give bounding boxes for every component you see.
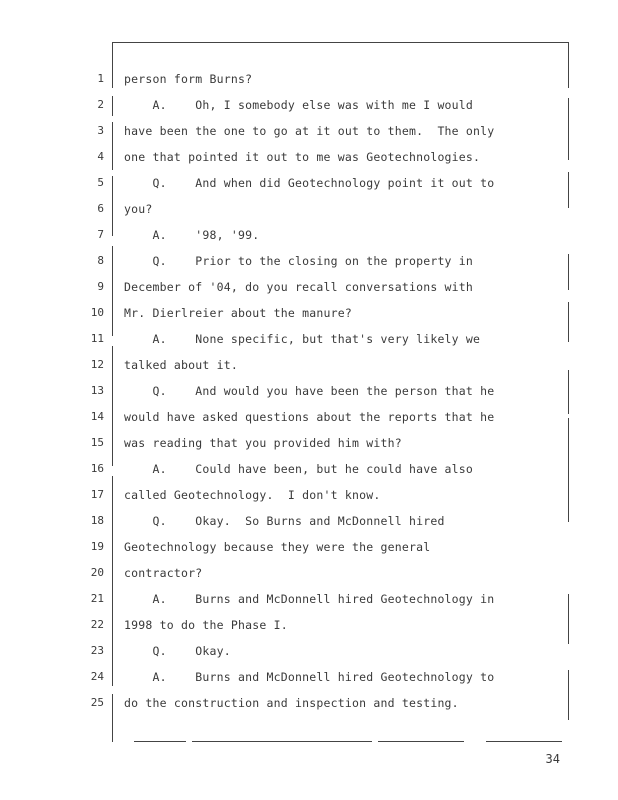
- transcript-line: [0, 586, 618, 612]
- transcript-line: [0, 92, 618, 118]
- line-number: 12: [90, 358, 104, 371]
- transcript-line: [0, 118, 618, 144]
- line-number: 19: [90, 540, 104, 553]
- line-text: A. None specific, but that's very likely we: [124, 332, 481, 346]
- line-number: 2: [97, 98, 104, 111]
- line-number: 5: [97, 176, 104, 189]
- line-number: 10: [90, 306, 104, 319]
- line-text: contractor?: [124, 566, 203, 580]
- line-number: 15: [90, 436, 104, 449]
- bottom-rule: [134, 741, 186, 742]
- transcript-line: [0, 352, 618, 378]
- line-number: 21: [90, 592, 104, 605]
- line-number: 11: [90, 332, 104, 345]
- transcript-line: [0, 482, 618, 508]
- line-text: A. '98, '99.: [124, 228, 260, 242]
- transcript-line: [0, 534, 618, 560]
- transcript-line: [0, 456, 618, 482]
- line-text: person form Burns?: [124, 72, 253, 86]
- line-number: 18: [90, 514, 104, 527]
- line-number: 25: [90, 696, 104, 709]
- line-number: 9: [97, 280, 104, 293]
- line-number: 20: [90, 566, 104, 579]
- line-text: Q. Okay.: [124, 644, 231, 658]
- line-number: 1: [97, 72, 104, 85]
- line-number: 3: [97, 124, 104, 137]
- transcript-line: [0, 66, 618, 92]
- transcript-line: [0, 560, 618, 586]
- line-text: called Geotechnology. I don't know.: [124, 488, 381, 502]
- transcript-line: [0, 430, 618, 456]
- line-text: Q. And when did Geotechnology point it out to: [124, 176, 495, 190]
- line-number: 8: [97, 254, 104, 267]
- transcript-line: [0, 508, 618, 534]
- transcript-line: [0, 274, 618, 300]
- transcript-line: [0, 222, 618, 248]
- line-text: one that pointed it out to me was Geotechnologies.: [124, 150, 481, 164]
- transcript-line: [0, 690, 618, 716]
- line-text: A. Burns and McDonnell hired Geotechnology to: [124, 670, 495, 684]
- bottom-rule: [192, 741, 372, 742]
- line-text: talked about it.: [124, 358, 238, 372]
- line-number: 16: [90, 462, 104, 475]
- line-text: Mr. Dierlreier about the manure?: [124, 306, 352, 320]
- line-text: have been the one to go at it out to them. The only: [124, 124, 495, 138]
- line-text: December of '04, do you recall conversations with: [124, 280, 474, 294]
- line-text: A. Could have been, but he could have also: [124, 462, 474, 476]
- line-text: was reading that you provided him with?: [124, 436, 402, 450]
- transcript-line: [0, 638, 618, 664]
- line-number: 7: [97, 228, 104, 241]
- transcript-line: [0, 612, 618, 638]
- line-number: 14: [90, 410, 104, 423]
- transcript-line: [0, 664, 618, 690]
- line-text: would have asked questions about the reports that he: [124, 410, 495, 424]
- transcript-line: [0, 404, 618, 430]
- line-text: Q. And would you have been the person that he: [124, 384, 495, 398]
- transcript-line: [0, 248, 618, 274]
- line-text: A. Oh, I somebody else was with me I would: [124, 98, 474, 112]
- line-number: 24: [90, 670, 104, 683]
- line-text: you?: [124, 202, 153, 216]
- line-number: 23: [90, 644, 104, 657]
- line-number: 6: [97, 202, 104, 215]
- transcript-line: [0, 300, 618, 326]
- line-text: Q. Okay. So Burns and McDonnell hired: [124, 514, 445, 528]
- line-number: 22: [90, 618, 104, 631]
- page-number: 34: [545, 752, 560, 766]
- bottom-rule: [378, 741, 464, 742]
- transcript-line: [0, 378, 618, 404]
- transcript-line: [0, 144, 618, 170]
- top-rule: [112, 42, 569, 43]
- transcript-line: [0, 170, 618, 196]
- transcript-line: [0, 326, 618, 352]
- line-text: A. Burns and McDonnell hired Geotechnology in: [124, 592, 495, 606]
- line-number: 13: [90, 384, 104, 397]
- transcript-line: [0, 196, 618, 222]
- line-number: 17: [90, 488, 104, 501]
- line-text: do the construction and inspection and testing.: [124, 696, 459, 710]
- line-text: Geotechnology because they were the general: [124, 540, 431, 554]
- line-text: Q. Prior to the closing on the property in: [124, 254, 474, 268]
- bottom-rule: [486, 741, 562, 742]
- line-number: 4: [97, 150, 104, 163]
- line-text: 1998 to do the Phase I.: [124, 618, 288, 632]
